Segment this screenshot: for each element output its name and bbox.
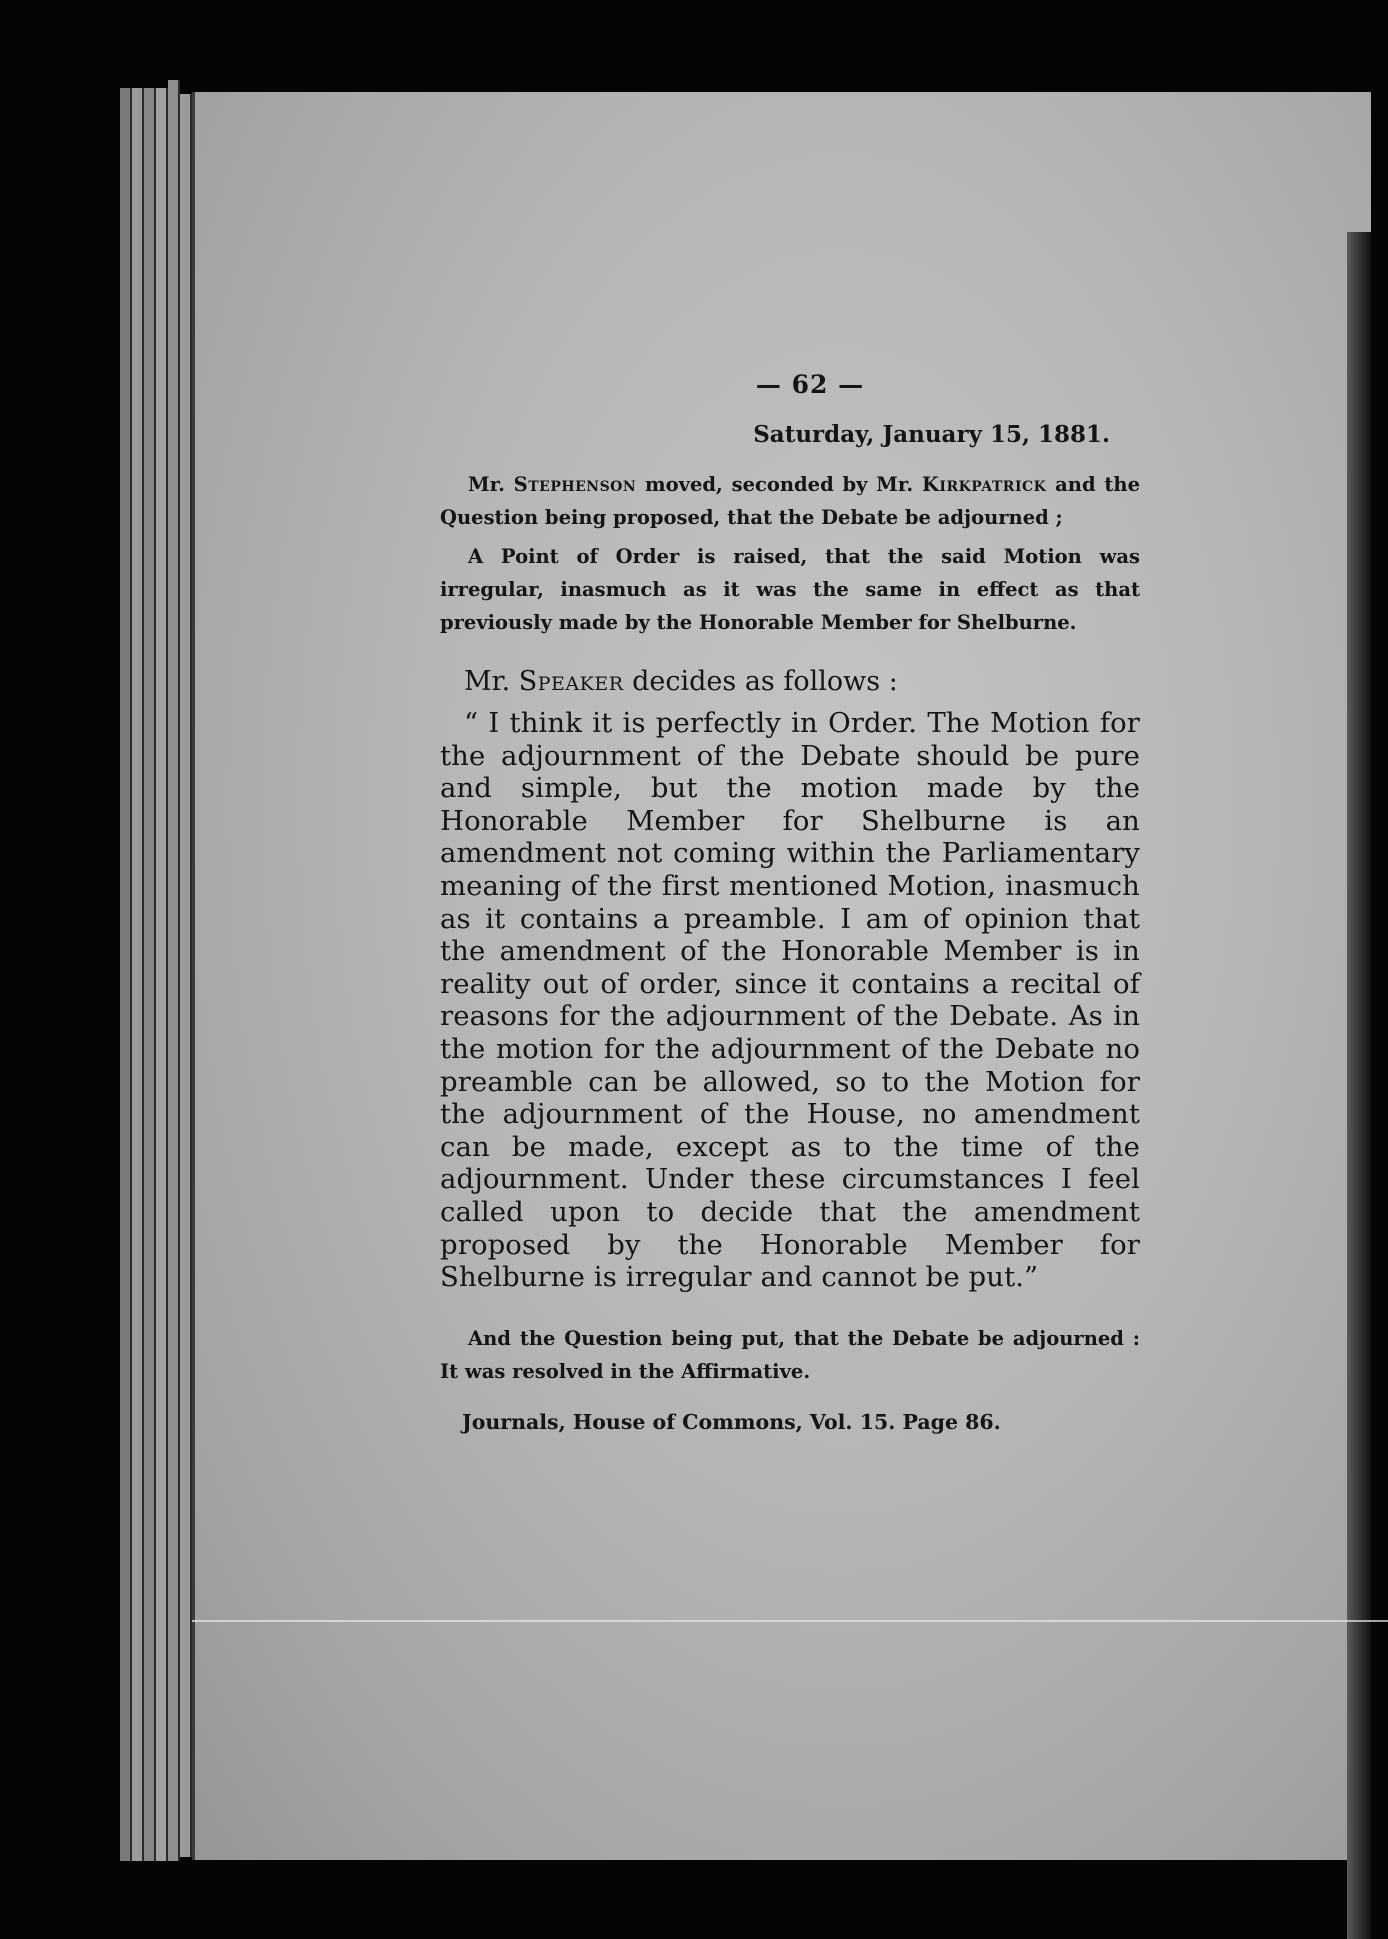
motion-paragraph bbox=[440, 468, 1140, 534]
page-number: — 62 — bbox=[755, 370, 865, 399]
seconder-name: Kirkpatrick bbox=[921, 473, 1047, 496]
speaker-intro bbox=[464, 665, 1140, 699]
motion-prefix: Mr. bbox=[468, 473, 505, 496]
motion-rest: and the Question being proposed, that the Debate be adjourned ; bbox=[440, 473, 1140, 529]
page-edge bbox=[120, 88, 132, 1861]
speaker-ruling: “ I think it is perfectly in Order. The Motion for the adjournment of the Debate should be pure and simple, but the motion made by the Honorable Member for Shelburne is an amendment not coming within the Parliamentary meaning of the first mentioned Motion, inasmuch as it contains a preamble. I am of opinion that the amendment of the Honorable Member is in reality out of order, since it contains a recital of reasons for the adjournment of the Debate. As in the motion for the adjournment of the Debate no preamble can be allowed, so to the Motion for the adjournment of the House, no amendment can be made, except as to the time of the adjournment. Under these circumstances I feel called upon to decide that the amendment proposed by the Honorable Member for Shelburne is irregular and cannot be put.” bbox=[440, 707, 1140, 1294]
page-text bbox=[440, 370, 1140, 1434]
source-citation: Journals, House of Commons, Vol. 15. Page 86. bbox=[462, 1409, 1001, 1434]
speaker-intro-rest: decides as follows : bbox=[632, 666, 898, 697]
point-of-order-paragraph: A Point of Order is raised, that the said Motion was irregular, inasmuch as it was the same in effect as that previously made by the Honorable Member for Shelburne. bbox=[440, 545, 1140, 634]
page-edge bbox=[180, 94, 192, 1857]
page-edge bbox=[156, 88, 168, 1861]
page-edge bbox=[168, 80, 180, 1861]
speaker-prefix: Mr. bbox=[464, 666, 511, 697]
scan-line-artifact bbox=[192, 1620, 1388, 1622]
motion-middle: moved, seconded by Mr. bbox=[644, 473, 914, 496]
page-gutter-shadow bbox=[1347, 232, 1371, 1939]
sitting-date: Saturday, January 15, 1881. bbox=[753, 421, 1110, 448]
page-edge bbox=[132, 88, 144, 1861]
resolution-paragraph: And the Question being put, that the Debate be adjourned : It was resolved in the Affirmative. bbox=[440, 1326, 1140, 1383]
page-edge bbox=[144, 88, 156, 1861]
speaker-title: Speaker bbox=[518, 666, 624, 697]
mover-name: Stephenson bbox=[513, 473, 637, 496]
